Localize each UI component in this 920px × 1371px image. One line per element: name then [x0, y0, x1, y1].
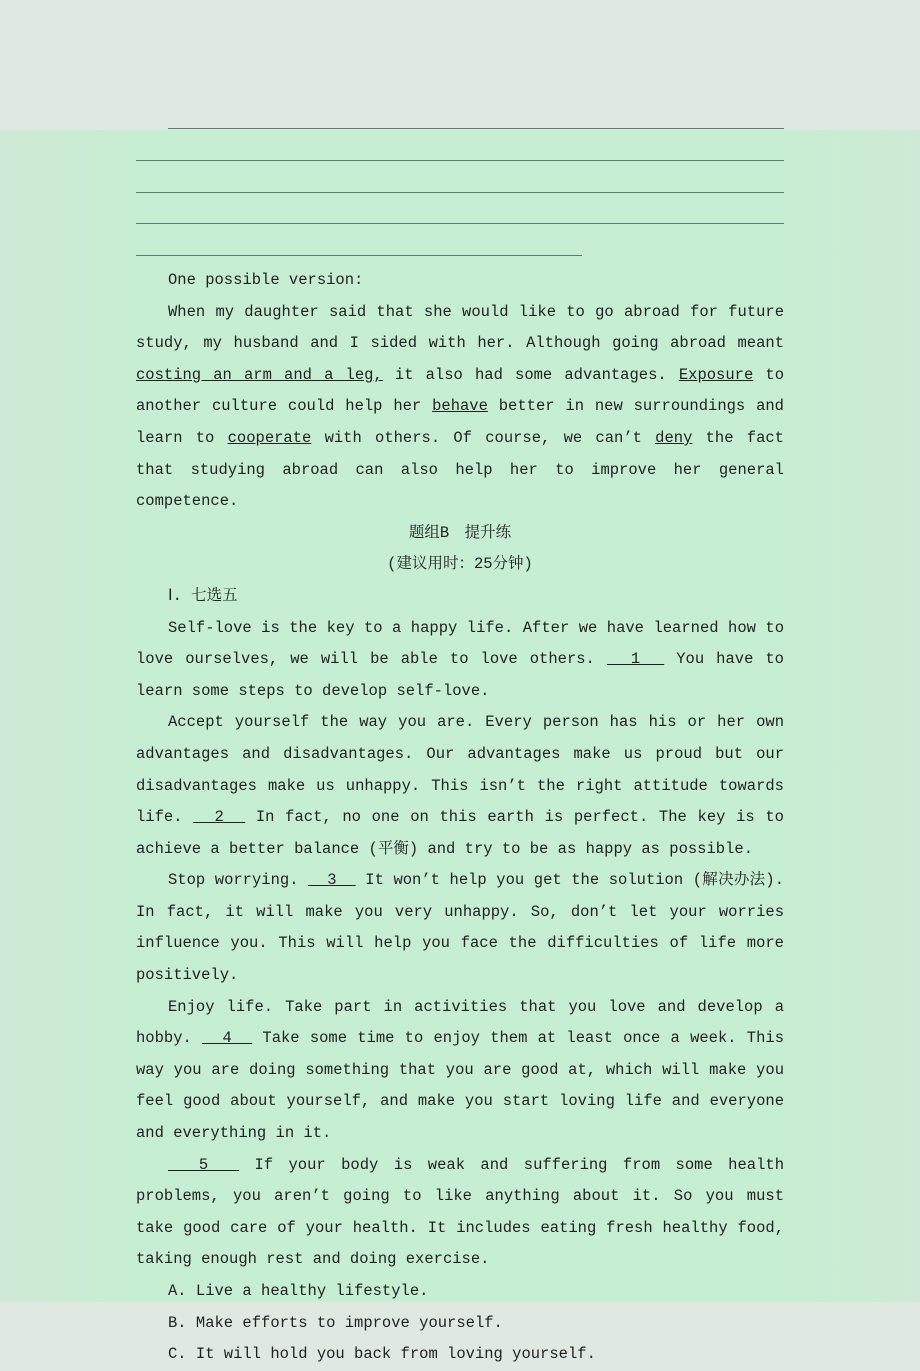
underlined-phrase: behave: [432, 397, 488, 416]
text-run: with others. Of course, we can’t: [311, 428, 656, 447]
passage-paragraph: [136, 613, 784, 708]
answer-line: [168, 128, 784, 129]
answer-line: [136, 160, 784, 161]
answer-blank: 2: [193, 808, 246, 827]
text-run: to another culture could help her: [136, 365, 785, 416]
text-run: If your body is weak and suffering from some health problems, you aren’t going to like anything about it. So you must take good care of your health. It includes eating fresh healthy food, taking enough rest and doing exercise.: [136, 1155, 784, 1269]
text-run: When my daughter said that she would like to go abroad for future study, my husband and I sided with her. Although going abroad meant: [136, 302, 784, 353]
text-run: Take some time to enjoy them at least once a week. This way you are doing something that you are good at, which will make you feel good about yourself, and make you start loving life and everyone and everything in it.: [136, 1029, 784, 1143]
sample-answer: [136, 297, 784, 518]
answer-blank: 1: [606, 650, 665, 669]
passage-paragraph: [136, 1150, 784, 1276]
answer-blank: 4: [202, 1029, 253, 1048]
section-title: 题组B 提升练: [408, 523, 512, 542]
document-body: [136, 265, 784, 1371]
text-run: it also had some advantages.: [382, 365, 679, 384]
section-time: (建议用时：25分钟): [387, 555, 533, 574]
options-list: [136, 1276, 784, 1371]
underlined-phrase: deny: [655, 428, 693, 447]
text-run: You have to learn some steps to develop self-love.: [136, 650, 784, 700]
text-run: the fact that studying abroad can also help her to improve her general competence.: [136, 428, 784, 511]
text-run: In fact, no one on this earth is perfect. The key is to achieve a better balance (平衡) and try to be as happy as possible.: [136, 808, 784, 858]
text-run: Accept yourself the way you are. Every person has his or her own advantages and disadvantages. Our advantages make us proud but our disadvantages make us unhappy. This isn’t the right attitude towards life.: [136, 713, 784, 827]
underlined-phrase: Exposure: [678, 365, 754, 384]
answer-blank: 3: [308, 871, 356, 890]
answer-line: [136, 255, 582, 256]
passage-paragraph: [136, 707, 784, 865]
text-run: Self-love is the key to a happy life. After we have learned how to love ourselves, we will be able to love others.: [136, 618, 784, 669]
option-item: A. Live a healthy lifestyle.: [168, 1282, 429, 1300]
text-run: Stop worrying.: [168, 871, 309, 890]
underlined-phrase: costing an arm and a leg,: [136, 365, 383, 384]
text-run: It won’t help you get the solution (解决办法). In fact, it will make you very unhappy. So, don’t let your worries influence you. This will help you face the difficulties of life more positively.: [136, 871, 784, 985]
underlined-phrase: cooperate: [227, 428, 312, 447]
option-item: C. It will hold you back from loving yourself.: [168, 1345, 596, 1364]
answer-line: [136, 192, 784, 193]
text-run: Enjoy life. Take part in activities that you love and develop a hobby.: [136, 997, 784, 1048]
passage: [136, 613, 784, 1276]
part-heading: Ⅰ. 七选五: [168, 586, 238, 605]
answer-blank: 5: [168, 1155, 240, 1174]
text-run: better in new surroundings and learn to: [136, 397, 784, 447]
answer-line: [136, 223, 784, 224]
option-item: B. Make efforts to improve yourself.: [168, 1313, 503, 1332]
passage-paragraph: [136, 992, 784, 1150]
passage-paragraph: [136, 865, 784, 991]
answer-label: One possible version:: [168, 271, 364, 289]
